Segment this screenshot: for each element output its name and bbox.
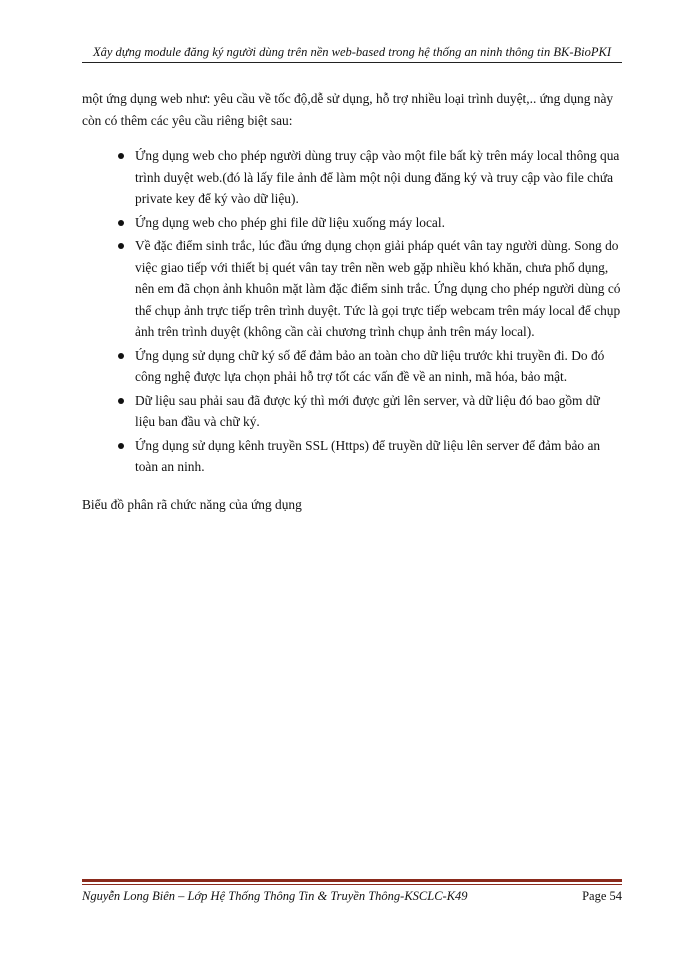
- list-item-text: Về đặc điểm sinh trắc, lúc đầu ứng dụng chọn giải pháp quét vân tay người dùng. Song do việc giao tiếp với thiết bị quét vân tay trên nền web gặp nhiều khó khăn, chưa phổ dụng, nên em đã chọn ảnh khuôn mặt làm đặc điểm sinh trắc. Ứng dụng cho phép người dùng có thể chụp ảnh trực tiếp trên trình duyệt. Tức là gọi trực tiếp webcam trên máy local để chụp ảnh trên trình duyệt (không cần cài chương trình chụp ảnh trên máy local).: [135, 238, 621, 339]
- header-divider: [82, 62, 622, 63]
- bullet-icon: [118, 243, 124, 249]
- footer-author: Nguyễn Long Biên – Lớp Hệ Thống Thông Tin & Truyền Thông-KSCLC-K49: [82, 889, 468, 903]
- footer-divider-thin: [82, 884, 622, 885]
- list-item-text: Ứng dụng sử dụng chữ ký số để đảm bảo an toàn cho dữ liệu trước khi truyền đi. Do đó công nghệ được lựa chọn phải hỗ trợ tốt các vấn đề về an ninh, mã hóa, bảo mật.: [135, 347, 605, 384]
- list-item: [82, 212, 622, 234]
- intro-paragraph: một ứng dụng web như: yêu cầu về tốc độ,dễ sử dụng, hỗ trợ nhiều loại trình duyệt,.. ứng dụng này còn có thêm các yêu cầu riêng biệt sau:: [82, 91, 614, 128]
- list-item: [82, 435, 622, 478]
- list-item-text: Ứng dụng web cho phép ghi file dữ liệu xuống máy local.: [135, 214, 445, 230]
- page-number: Page 54: [582, 889, 622, 903]
- diagram-caption: Biểu đồ phân rã chức năng của ứng dụng: [82, 496, 302, 512]
- bullet-icon: [118, 398, 124, 404]
- list-item: [82, 235, 622, 343]
- list-item-text: Ứng dụng web cho phép người dùng truy cập vào một file bất kỳ trên máy local thông qua trình duyệt web.(đó là lấy file ảnh để làm một nội dung đăng ký và truy cập vào file chứa private key để ký vào dữ liệu).: [135, 148, 620, 206]
- bullet-icon: [118, 353, 124, 359]
- list-item: [82, 390, 622, 433]
- list-item: [82, 145, 622, 210]
- bullet-icon: [118, 443, 124, 449]
- page-footer: [82, 888, 622, 904]
- bullet-icon: [118, 220, 124, 226]
- page-header: Xây dựng module đăng ký người dùng trên nền web-based trong hệ thống an ninh thông tin BK-BioPKI: [92, 45, 612, 59]
- list-item: [82, 345, 622, 388]
- page-content: [82, 88, 622, 515]
- list-item-text: Dữ liệu sau phải sau đã được ký thì mới được gửi lên server, và dữ liệu đó bao gồm dữ liệu ban đầu và chữ ký.: [135, 392, 600, 429]
- bullet-icon: [118, 153, 124, 159]
- list-item-text: Ứng dụng sử dụng kênh truyền SSL (Https) để truyền dữ liệu lên server để đảm bảo an toàn an ninh.: [135, 437, 601, 474]
- requirements-list: [82, 145, 622, 478]
- footer-divider-thick: [82, 879, 622, 882]
